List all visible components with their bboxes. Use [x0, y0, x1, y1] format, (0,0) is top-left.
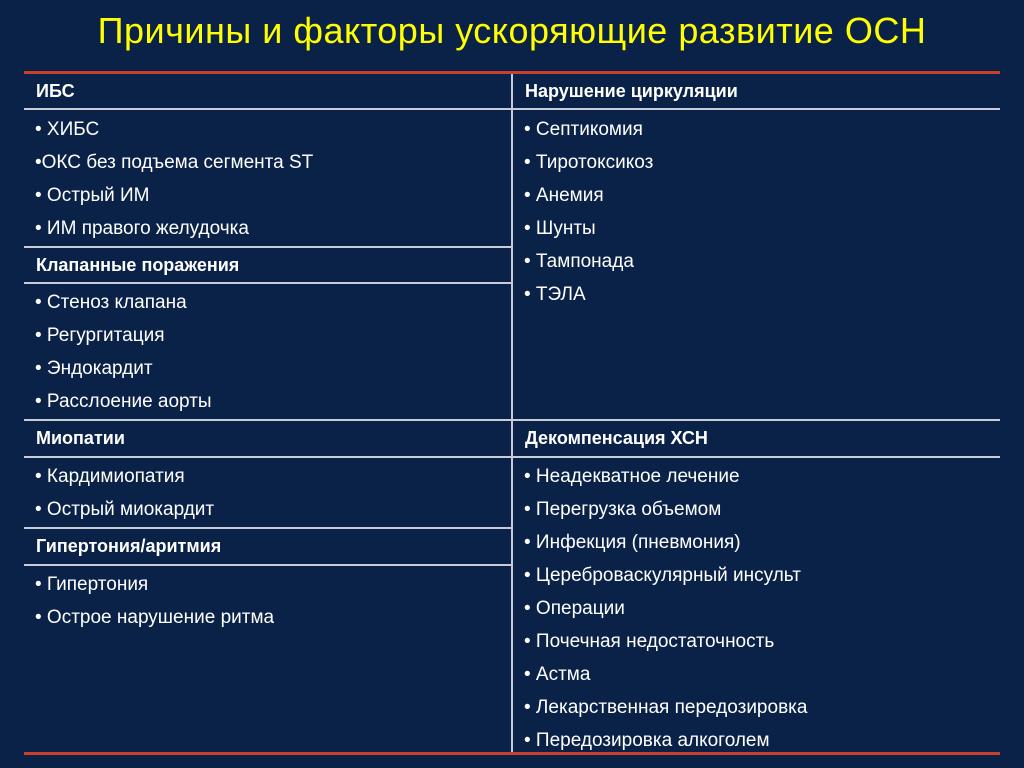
list-item: • Астма	[524, 664, 591, 685]
row-divider	[24, 456, 1000, 458]
hypertension-list	[24, 568, 511, 634]
list-item: • Септикомия	[524, 119, 643, 140]
section-header-decompensation: Декомпенсация ХСН	[525, 427, 708, 448]
section-header-ibs: ИБС	[36, 80, 75, 101]
row-divider	[24, 564, 511, 566]
list-item: • Эндокардит	[35, 358, 153, 379]
list-item: • ХИБС	[35, 119, 100, 140]
list-item: • Кардимиопатия	[35, 466, 185, 487]
section-header-circulation: Нарушение циркуляции	[525, 80, 738, 101]
list-item: • Гипертония	[35, 574, 149, 595]
ibs-list	[24, 113, 511, 245]
list-item: • Почечная недостаточность	[524, 631, 775, 652]
section-header-myopathy: Миопатии	[36, 427, 125, 448]
list-item: • Перегрузка объемом	[524, 499, 722, 520]
list-item: • Операции	[524, 598, 625, 619]
list-item: • Лекарственная передозировка	[524, 697, 808, 718]
myopathy-list	[24, 460, 511, 526]
list-item: • Передозировка алкоголем	[524, 730, 770, 751]
list-item: • ИМ правого желудочка	[35, 218, 249, 239]
list-item: • ТЭЛА	[524, 284, 586, 305]
list-item: • Тиротоксикоз	[524, 152, 654, 173]
list-item: • Цереброваскулярный инсульт	[524, 565, 801, 586]
list-item: • Острый миокардит	[35, 499, 215, 520]
list-item: • Регургитация	[35, 325, 165, 346]
list-item: • Острый ИМ	[35, 185, 150, 206]
section-header-hypertension: Гипертония/аритмия	[36, 535, 222, 556]
list-item: •ОКС без подъема сегмента ST	[35, 152, 314, 173]
list-item: • Шунты	[524, 218, 596, 239]
list-item: • Острое нарушение ритма	[35, 607, 275, 628]
list-item: • Расслоение аорты	[35, 391, 212, 412]
circulation-list	[513, 113, 1000, 311]
section-header-valves: Клапанные поражения	[36, 254, 240, 275]
list-item: • Неадекватное лечение	[524, 466, 740, 487]
row-divider	[24, 282, 511, 284]
slide-title: Причины и факторы ускоряющие развитие ОСН	[97, 10, 927, 51]
list-item: • Стеноз клапана	[35, 292, 187, 313]
decompensation-list	[513, 460, 1000, 757]
list-item: • Анемия	[524, 185, 604, 206]
list-item: • Тампонада	[524, 251, 634, 272]
bottom-accent-line	[24, 752, 1000, 755]
list-item: • Инфекция (пневмония)	[524, 532, 741, 553]
valves-list	[24, 286, 511, 418]
row-divider	[24, 108, 1000, 110]
